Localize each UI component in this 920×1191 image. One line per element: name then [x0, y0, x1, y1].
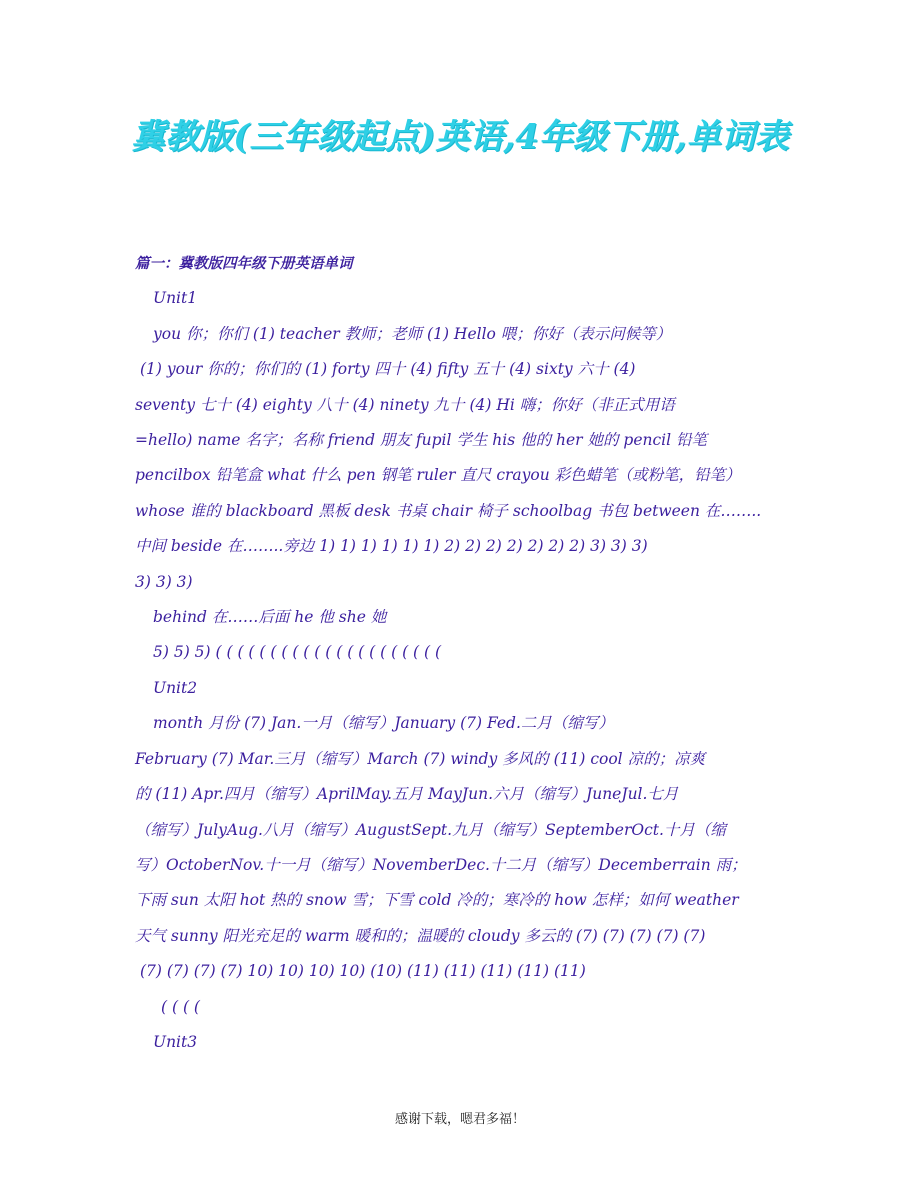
- unit-heading-3: Unit3: [153, 1032, 198, 1051]
- text-line: (7) (7) (7) (7) 10) 10) 10) 10) (10) (11) (11) (11) (11) (11): [135, 962, 586, 981]
- text-line: pencilbox 铅笔盒 what 什么 pen 钢笔 ruler 直尺 crayou 彩色蜡笔（或粉笔，铅笔）: [135, 466, 741, 485]
- text-line: whose 谁的 blackboard 黑板 desk 书桌 chair 椅子 schoolbag 书包 between 在……..: [135, 501, 762, 520]
- document-body: [135, 246, 803, 1060]
- unit-heading-1: Unit1: [153, 289, 198, 308]
- text-line: behind 在……后面 he 他 she 她: [153, 608, 387, 627]
- text-line: 3) 3) 3): [135, 572, 193, 591]
- text-line: =hello) name 名字；名称 friend 朋友 fupil 学生 his 他的 her 她的 pencil 铅笔: [135, 431, 708, 450]
- text-line: （缩写）JulyAug.八月（缩写）AugustSept.九月（缩写）SeptemberOct.十月（缩: [135, 820, 726, 839]
- unit-heading-2: Unit2: [153, 678, 198, 697]
- section-heading: 篇一：冀教版四年级下册英语单词: [135, 255, 353, 272]
- text-line: you 你；你们 (1) teacher 教师；老师 (1) Hello 喂；你好（表示问候等）: [153, 324, 672, 343]
- text-line: 下雨 sun 太阳 hot 热的 snow 雪；下雪 cold 冷的；寒冷的 how 怎样；如何 weather: [135, 891, 739, 910]
- text-line: ( ( ( (: [161, 997, 200, 1016]
- text-line: 的 (11) Apr.四月（缩写）AprilMay.五月 MayJun.六月（缩写）JuneJul.七月: [135, 785, 679, 804]
- text-line: (1) your 你的；你们的 (1) forty 四十 (4) fifty 五十 (4) sixty 六十 (4): [135, 360, 636, 379]
- page-footer: 感谢下载，嗯君多福！: [394, 1112, 525, 1127]
- text-line: month 月份 (7) Jan.一月（缩写）January (7) Fed.二月（缩写）: [153, 714, 614, 733]
- text-line: seventy 七十 (4) eighty 八十 (4) ninety 九十 (4) Hi 嗨；你好（非正式用语: [135, 395, 675, 414]
- text-line: 写）OctoberNov.十一月（缩写）NovemberDec.十二月（缩写）Decemberrain 雨；: [135, 855, 747, 874]
- text-line: 中间 beside 在……..旁边 1) 1) 1) 1) 1) 1) 2) 2) 2) 2) 2) 2) 2) 3) 3) 3): [135, 537, 648, 556]
- text-line: 天气 sunny 阳光充足的 warm 暖和的；温暖的 cloudy 多云的 (7) (7) (7) (7) (7): [135, 926, 706, 945]
- text-line: 5) 5) 5) ( ( ( ( ( ( ( ( ( ( ( ( ( ( ( ( ( ( ( ( (: [153, 643, 442, 662]
- text-line: February (7) Mar.三月（缩写）March (7) windy 多风的 (11) cool 凉的；凉爽: [135, 749, 706, 768]
- document-title: 冀教版(三年级起点)英语,4年级下册,单词表: [131, 117, 789, 157]
